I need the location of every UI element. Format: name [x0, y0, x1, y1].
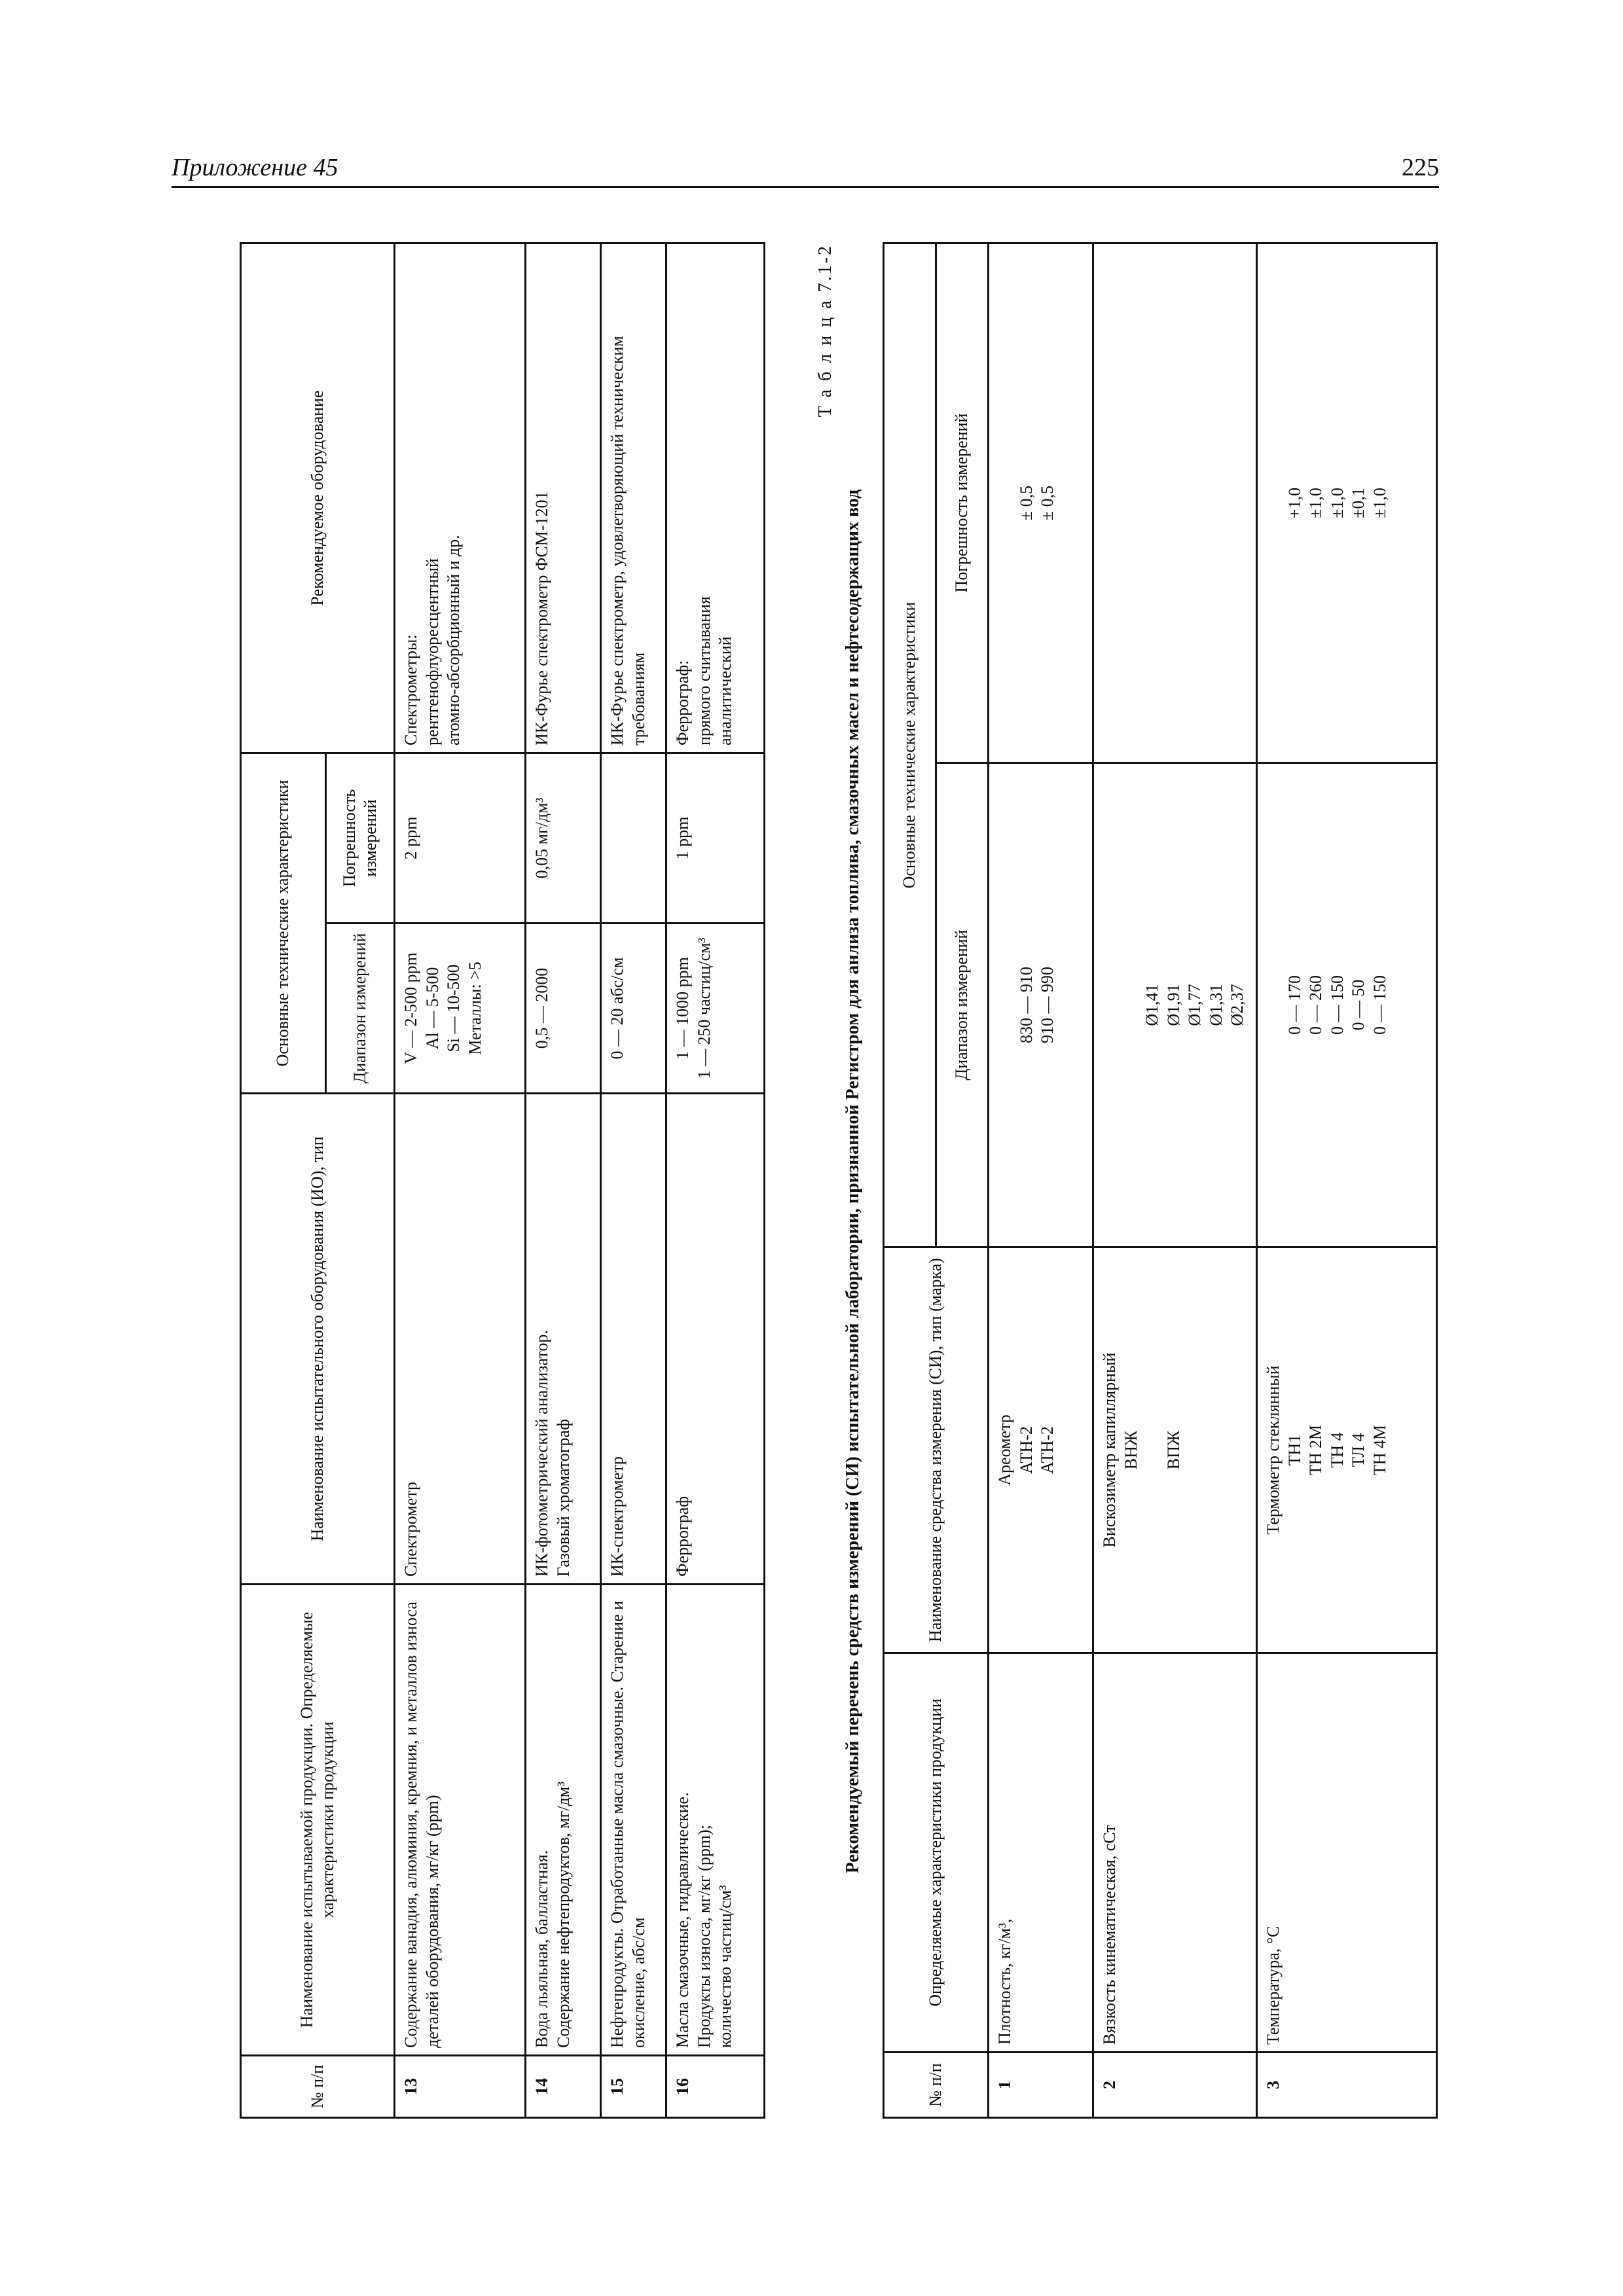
row-product: Температура, °С	[1257, 1653, 1437, 2053]
row-accuracy: 0,05 мг/дм³	[526, 753, 601, 923]
row-instrument: Ареометр АТН-2 АТН-2	[989, 1247, 1093, 1653]
table-row	[1093, 243, 1257, 2117]
table-row	[601, 243, 666, 2117]
table2-head-range: Диапазон измерений	[936, 763, 989, 1247]
row-range: 0 — 20 абс/см	[601, 924, 666, 1094]
row-product: Масла смазочные, гидравлические. Продукты износа, мг/кг (ppm); количество частиц/см³	[666, 1585, 765, 2056]
row-num: 16	[666, 2056, 765, 2118]
row-product: Вода льяльная, балластная. Содержание нефтепродуктов, мг/дм³	[526, 1585, 601, 2056]
table-row	[666, 243, 765, 2117]
row-range: 0,5 — 2000	[526, 924, 601, 1094]
table2-head-instrument: Наименование средства измерения (СИ), тип (марка)	[884, 1247, 989, 1653]
row-accuracy: +1,0 ±1,0 ±1,0 ±0,1 ±1,0	[1257, 243, 1437, 762]
table-row	[989, 243, 1093, 2117]
row-equipment: Феррограф	[666, 1094, 765, 1585]
row-equipment: ИК-спектрометр	[601, 1094, 666, 1585]
row-product: Нефтепродукты. Отработанные масла смазочные. Старение и окисление, абс/см	[601, 1585, 666, 2056]
row-range: 1 — 1000 ppm 1 — 250 частиц/см³	[666, 924, 765, 1094]
table2-rotated	[883, 244, 1436, 2119]
table2-head-product: Определяемые характеристики продукции	[884, 1653, 989, 2053]
row-num: 1	[989, 2053, 1093, 2118]
row-accuracy	[1093, 243, 1257, 762]
table2-header-row	[884, 243, 936, 2117]
row-recommended: ИК-Фурье спектрометр, удовлетворяющий техническим требованиям	[601, 243, 666, 753]
row-accuracy: 1 ppm	[666, 753, 765, 923]
row-product: Содержание ванадия, алюминия, кремния, и металлов износа деталей оборудования, мг/кг (ppm)	[395, 1585, 526, 2056]
table1-head-accuracy: Погрешность измерений	[326, 753, 395, 923]
table2-title: Рекомендуемый перечень средств измерений (СИ) испытательной лаборатории, признанной Регистром для анлиза топлива, смазочных масел и нефтесодержащих вод	[843, 489, 863, 1874]
table1-head-product: Наименование испытываемой продукции. Определяемые характеристики продукции	[241, 1585, 395, 2056]
header-title: Приложение 45	[172, 154, 338, 181]
table1-rotated	[240, 244, 763, 2119]
table1-head-range: Диапазон измерений	[326, 924, 395, 1094]
page-number: 225	[1402, 154, 1439, 181]
table1-head-num: № п/п	[241, 2056, 395, 2118]
row-range: 830 — 910 910 — 990	[989, 763, 1093, 1247]
row-instrument: Термометр стеклянный ТН1 ТН 2М ТН 4 ТЛ 4 ТН 4М	[1257, 1247, 1437, 1653]
table2-head-specs: Основные технические характеристики	[884, 243, 936, 1247]
table-row	[1257, 243, 1437, 2117]
row-num: 15	[601, 2056, 666, 2118]
row-recommended: Феррограф: прямого считывания аналитический	[666, 243, 765, 753]
row-recommended: ИК-Фурье спектрометр ФСМ-1201	[526, 243, 601, 753]
row-recommended: Спектрометры: рентгенофлуоресцентный атомно-абсорбционный и др.	[395, 243, 526, 753]
row-product: Плотность, кг/м³,	[989, 1653, 1093, 2053]
row-product: Вязкость кинематическая, сСт	[1093, 1653, 1257, 2053]
row-num: 14	[526, 2056, 601, 2118]
table1-head-equipment: Наименование испытательного оборудования (ИО), тип	[241, 1094, 395, 1585]
table2-caption: Т а б л и ц а 7.1-2	[815, 244, 835, 418]
row-num: 2	[1093, 2053, 1257, 2118]
table-row	[395, 243, 526, 2117]
table1-header-row	[241, 243, 326, 2117]
table2-head-num: № п/п	[884, 2053, 989, 2118]
table2-head-accuracy: Погрешность измерений	[936, 243, 989, 762]
table-row	[526, 243, 601, 2117]
row-accuracy: 2 ppm	[395, 753, 526, 923]
row-num: 3	[1257, 2053, 1437, 2118]
table1	[240, 242, 765, 2119]
row-instrument: Вискозиметр капиллярный ВНЖ ВПЖ	[1093, 1247, 1257, 1653]
running-header	[172, 152, 1439, 188]
row-equipment: ИК-фотометрический анализатор. Газовый хроматограф	[526, 1094, 601, 1585]
row-range: V — 2-500 ppm Al — 5-500 Si — 10-500 Металлы: >5	[395, 924, 526, 1094]
row-range: 0 — 170 0 — 260 0 — 150 0 — 50 0 — 150	[1257, 763, 1437, 1247]
table2	[883, 242, 1438, 2119]
table2-caption-block	[815, 244, 881, 2119]
table1-head-recommended: Рекомендуемое оборудование	[241, 243, 395, 753]
row-equipment: Спектрометр	[395, 1094, 526, 1585]
table1-head-specs: Основные технические характеристики	[241, 753, 326, 1093]
row-accuracy	[601, 753, 666, 923]
row-range: Ø1,41 Ø1,91 Ø1,77 Ø1,31 Ø2,37	[1093, 763, 1257, 1247]
row-num: 13	[395, 2056, 526, 2118]
row-accuracy: ± 0,5 ± 0,5	[989, 243, 1093, 762]
